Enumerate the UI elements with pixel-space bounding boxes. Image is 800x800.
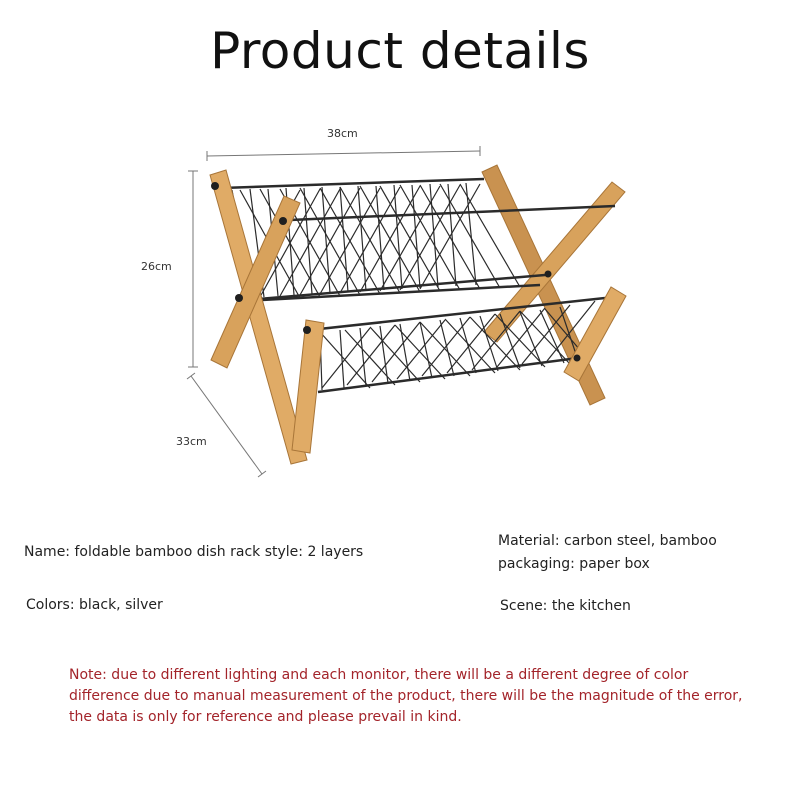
page-title: Product details [210,22,590,80]
disclaimer-note [69,665,749,728]
spec-material: Material: carbon steel, bamboo [498,533,717,549]
spec-colors: Colors: black, silver [26,597,163,613]
depth-dimension-label: 33cm [176,435,207,448]
note-line: difference due to manual measurement of the product, there will be the magnitude of the error, [69,688,743,704]
height-dimension-label: 26cm [141,260,172,273]
width-dimension-label: 38cm [327,127,358,140]
note-line: the data is only for reference and please prevail in kind. [69,709,462,725]
spec-scene: Scene: the kitchen [500,598,631,614]
spec-packaging: packaging: paper box [498,556,650,572]
note-line: Note: due to different lighting and each monitor, there will be a different degree of color [69,667,689,683]
spec-name: Name: foldable bamboo dish rack style: 2 layers [24,544,364,560]
